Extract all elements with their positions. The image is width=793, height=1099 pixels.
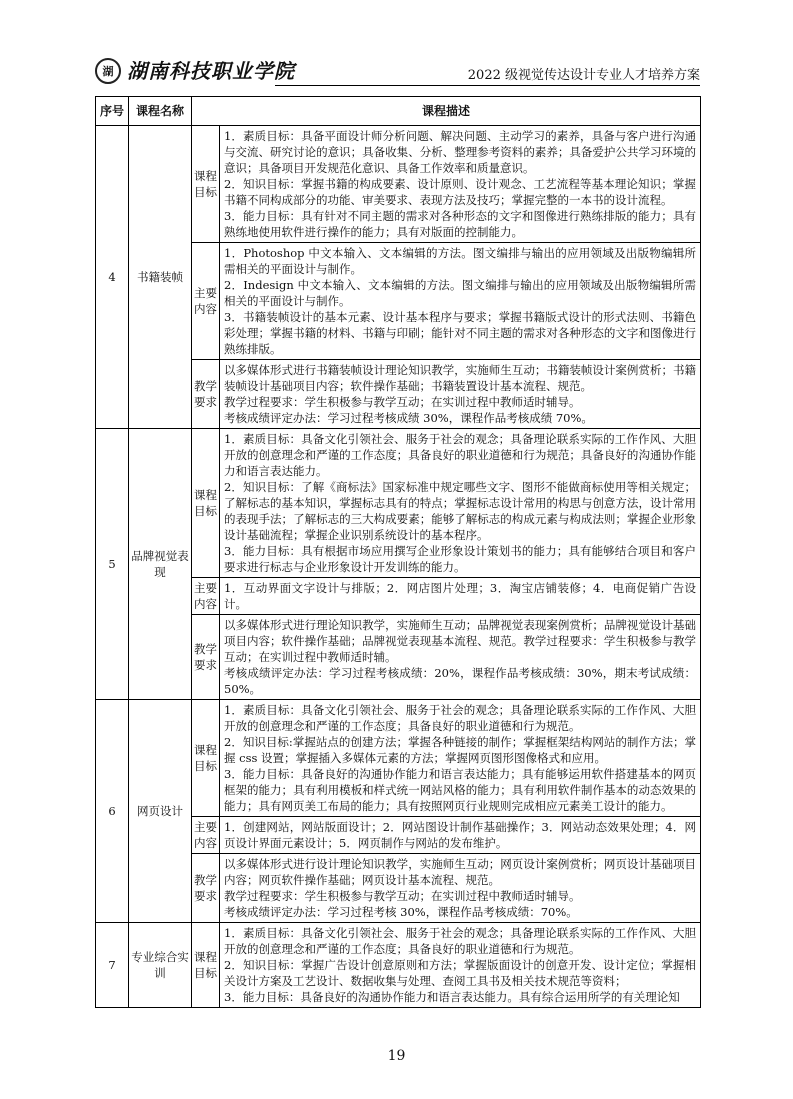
section-label: 主要内容	[192, 243, 220, 360]
section-description	[220, 700, 701, 817]
section-description	[220, 578, 701, 615]
course-number: 7	[96, 923, 129, 1008]
page-number: 19	[387, 1048, 406, 1064]
school-name: 湖南科技职业学院	[127, 59, 295, 83]
course-table	[95, 96, 701, 1008]
description-line: 以多媒体形式进行理论知识教学，实施师生互动；品牌视觉表现案例赏析；品牌视觉设计基础项目内容；软件操作基础；品牌视觉表现基本流程、规范。教学过程要求：学生积极参与教学互动；在实训过程中教师适时辅。	[224, 618, 696, 664]
description-line: 1．互动界面文字设计与排版；2．网店图片处理；3．淘宝店铺装修；4．电商促销广告设计。	[224, 581, 696, 611]
description-line: 以多媒体形式进行书籍装帧设计理论知识教学，实施师生互动；书籍装帧设计案例赏析；书籍装帧设计基础项目内容；软件操作基础；书籍装置设计基本流程、规范。	[224, 363, 696, 393]
header-rule	[275, 85, 700, 86]
description-line: 2．知识目标：掌握书籍的构成要素、设计原则、设计观念、工艺流程等基本理论知识；掌握书籍不同构成部分的功能、审美要求、表现方法及技巧；掌握完整的一本书的设计流程。	[224, 177, 696, 207]
section-label: 课程目标	[192, 700, 220, 817]
table-row	[96, 429, 701, 578]
section-description	[220, 429, 701, 578]
section-description	[220, 854, 701, 923]
table-row	[96, 700, 701, 817]
table-row	[96, 923, 701, 1008]
page-header	[95, 58, 700, 88]
description-line: 1．素质目标：具备平面设计师分析问题、解决问题、主动学习的素养，具备与客户进行沟通与交流、研究讨论的意识；具备收集、分析、整理参考资料的素养；具备爱护公共学习环境的意识；具备项目开发规范化意识、具备工作效率和质量意识。	[224, 129, 696, 175]
course-name: 品牌视觉表现	[129, 429, 192, 700]
section-label: 教学要求	[192, 615, 220, 700]
section-label: 课程目标	[192, 923, 220, 1008]
section-label: 课程目标	[192, 429, 220, 578]
section-description	[220, 923, 701, 1008]
description-line: 考核成绩评定办法：学习过程考核 30%，课程作品考核成绩：70%。	[224, 905, 578, 919]
course-number: 6	[96, 700, 129, 923]
description-line: 教学过程要求：学生积极参与教学互动；在实训过程中教师适时辅导。	[224, 889, 581, 903]
description-line: 考核成绩评定办法：学习过程考核成绩 30%，课程作品考核成绩 70%。	[224, 411, 593, 425]
description-line: 3．能力目标：具备良好的沟通协作能力和语言表达能力。具有综合运用所学的有关理论知	[224, 990, 680, 1004]
header-no: 序号	[96, 97, 129, 126]
description-line: 3．能力目标：具备良好的沟通协作能力和语言表达能力；具有能够运用软件搭建基本的网页框架的能力；具有利用模板和样式统一网站风格的能力；具有利用软件制作基本的动态效果的能力；具有网页美工布局的能力；具有按照网页行业规则完成相应元素美工设计的能力。	[224, 767, 696, 813]
description-line: 2．知识目标：了解《商标法》国家标准中规定哪些文字、图形不能做商标使用等相关规定；了解标志的基本知识，掌握标志具有的特点；掌握标志设计常用的构思与创意方法，设计常用的表现手法；了解标志的三大构成要素；能够了解标志的构成元素与构成法则；掌握企业形象设计基础流程；掌握企业识别系统设计的基本程序。	[224, 480, 696, 542]
section-description	[220, 360, 701, 429]
school-seal-icon: 湖	[95, 58, 121, 84]
course-name: 书籍装帧	[129, 126, 192, 429]
description-line: 1．创建网站，网站版面设计；2．网站图设计制作基础操作；3．网站动态效果处理；4．网页设计界面元素设计；5．网页制作与网站的发布维护。	[224, 820, 696, 850]
description-line: 1．素质目标：具备文化引领社会、服务于社会的观念；具备理论联系实际的工作作风、大胆开放的创意理念和严谨的工作态度；具备良好的职业道德和行为规范。	[224, 703, 696, 733]
course-name: 专业综合实训	[129, 923, 192, 1008]
document-title: 2022 级视觉传达设计专业人才培养方案	[467, 68, 700, 83]
section-label: 课程目标	[192, 126, 220, 243]
description-line: 2．知识目标:掌握站点的创建方法；掌握各种链接的制作；掌握框架结构网站的制作方法；掌握 css 设置；掌握插入多媒体元素的方法；掌握网页图形图像格式和应用。	[224, 735, 696, 765]
description-line: 3．能力目标：具有根据市场应用撰写企业形象设计策划书的能力；具有能够结合项目和客户要求进行标志与企业形象设计开发训练的能力。	[224, 544, 696, 574]
course-number: 4	[96, 126, 129, 429]
description-line: 2．知识目标：掌握广告设计创意原则和方法；掌握版面设计的创意开发、设计定位；掌握相关设计方案及工艺设计、数据收集与处理、查阅工具书及相关技术规范等资料；	[224, 958, 696, 988]
section-description	[220, 615, 701, 700]
section-label: 主要内容	[192, 578, 220, 615]
header-course-description: 课程描述	[192, 97, 701, 126]
course-name: 网页设计	[129, 700, 192, 923]
section-description	[220, 126, 701, 243]
section-label: 教学要求	[192, 360, 220, 429]
table-body	[96, 126, 701, 1008]
description-line: 1．素质目标：具备文化引领社会、服务于社会的观念；具备理论联系实际的工作作风、大胆开放的创意理念和严谨的工作态度；具备良好的职业道德和行为规范。	[224, 926, 696, 956]
description-line: 2．Indesign 中文本输入、文本编辑的方法。图文编排与输出的应用领域及出版物编辑所需相关的平面设计与制作。	[224, 278, 696, 308]
table-row	[96, 126, 701, 243]
description-line: 以多媒体形式进行设计理论知识教学，实施师生互动；网页设计案例赏析；网页设计基础项目内容；网页软件操作基础；网页设计基本流程、规范。	[224, 857, 696, 887]
header-course-name: 课程名称	[129, 97, 192, 126]
section-label: 教学要求	[192, 854, 220, 923]
table-header-row	[96, 97, 701, 126]
section-label: 主要内容	[192, 817, 220, 854]
description-line: 1．素质目标：具备文化引领社会、服务于社会的观念；具备理论联系实际的工作作风、大胆开放的创意理念和严谨的工作态度；具备良好的职业道德和行为规范；具备良好的沟通协作能力和语言表达能力。	[224, 432, 696, 478]
description-line: 3．书籍装帧设计的基本元素、设计基本程序与要求；掌握书籍版式设计的形式法则、书籍色彩处理；掌握书籍的材料、书籍与印刷；能针对不同主题的需求对各种形态的文字和图像进行熟练排版。	[224, 310, 696, 356]
description-line: 3．能力目标：具有针对不同主题的需求对各种形态的文字和图像进行熟练排版的能力；具有熟练地使用软件进行操作的能力；具有对版面的控制能力。	[224, 209, 696, 239]
description-line: 1．Photoshop 中文本输入、文本编辑的方法。图文编排与输出的应用领域及出版物编辑所需相关的平面设计与制作。	[224, 246, 696, 276]
description-line: 教学过程要求：学生积极参与教学互动；在实训过程中教师适时辅导。	[224, 395, 581, 409]
description-line: 考核成绩评定办法：学习过程考核成绩：20%，课程作品考核成绩：30%，期末考试成绩：50%。	[224, 666, 696, 696]
section-description	[220, 817, 701, 854]
course-number: 5	[96, 429, 129, 700]
section-description	[220, 243, 701, 360]
